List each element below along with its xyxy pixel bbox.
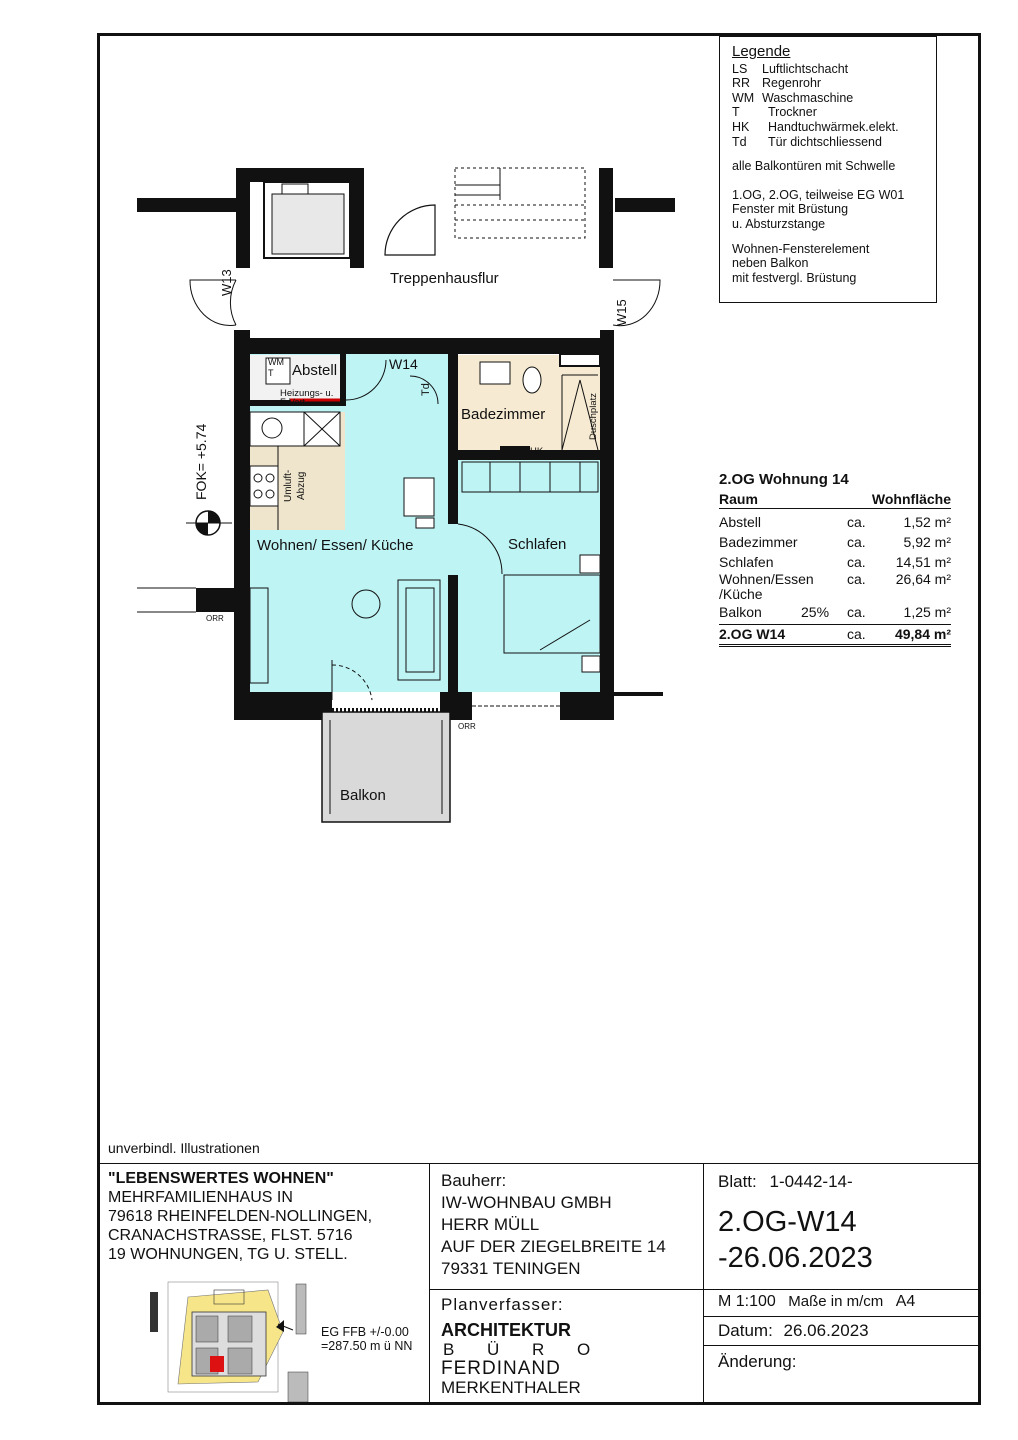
blatt-label: Blatt: (718, 1172, 757, 1191)
table-row: Wohnen/Essen ca. 26,64 m² (719, 571, 951, 587)
blatt-number: 1-0442-14- (769, 1172, 853, 1191)
label-abstell: Abstell (292, 362, 338, 379)
architect-line: B Ü R O (443, 1340, 605, 1359)
bauherr-box (429, 1163, 704, 1290)
legend-row: RR Regenrohr (732, 76, 822, 91)
legend-note-fenster: 1.OG, 2.OG, teilweise EG W01 Fenster mit Brüstung u. Absturzstange (732, 187, 905, 231)
project-line: CRANACHSTRASSE, FLST. 5716 (108, 1227, 353, 1244)
bauherr-line: IW-WOHNBAU GMBH (441, 1193, 612, 1212)
scale: M 1:100 (718, 1293, 776, 1310)
label-w14: W14 (389, 356, 418, 372)
legend-note-wohnen: Wohnen-Fensterelement neben Balkon mit festvergl. Brüstung (732, 241, 870, 285)
label-w13: W13 (219, 269, 234, 296)
date-box (703, 1316, 981, 1346)
label-hk: HK (530, 446, 544, 457)
label-orr: ORR (458, 722, 476, 731)
area-table (719, 471, 951, 647)
legend-row: WM Waschmaschine (732, 90, 854, 105)
table-row: Schlafen ca. 14,51 m² (719, 554, 951, 570)
eg-ffb-value: =287.50 m ü NN (321, 1339, 413, 1353)
paper-format: A4 (895, 1293, 916, 1310)
sheet-box (703, 1163, 981, 1290)
table-row: Balkon 25% ca. 1,25 m² (719, 604, 951, 620)
bauherr-line: HERR MÜLL (441, 1215, 540, 1234)
project-line: 79618 RHEINFELDEN-NOLLINGEN, (108, 1208, 373, 1225)
legend-row: LS Luftlichtschacht (732, 61, 849, 76)
bauherr-line: AUF DER ZIEGELBREITE 14 (441, 1237, 666, 1256)
label-orr: ORR (206, 614, 224, 623)
area-total-row: 2.OG W14 ca. 49,84 m² (719, 624, 951, 647)
project-line: 19 WOHNUNGEN, TG U. STELL. (108, 1246, 348, 1263)
project-name: "LEBENSWERTES WOHNEN" (108, 1170, 334, 1187)
project-box (97, 1163, 430, 1405)
label-fok: FOK= +5.74 (193, 423, 209, 500)
legend-row: Td Tür dichtschliessend (732, 134, 882, 149)
eg-ffb-label: EG FFB +/-0.00 (321, 1325, 409, 1339)
label-wohnen: Wohnen/ Essen/ Küche (257, 537, 414, 554)
bauherr-line: 79331 TENINGEN (441, 1259, 581, 1278)
label-evert: E-Vert. (280, 397, 308, 407)
planverfasser-label: Planverfasser: (441, 1295, 564, 1314)
table-row: /Küche (719, 586, 763, 602)
label-duschplatz: Duschplatz (588, 393, 599, 440)
illustration-note: unverbindl. Illustrationen (108, 1140, 260, 1156)
label-t: T (268, 368, 274, 378)
label-w15: W15 (614, 299, 629, 326)
table-row: Badezimmer ca. 5,92 m² (719, 534, 951, 550)
label-abzug: Abzug (296, 471, 307, 500)
legend-title: Legende (732, 43, 791, 60)
area-table-title: 2.OG Wohnung 14 (719, 471, 849, 488)
label-heizung: Heizungs- u. (280, 388, 334, 399)
site-plan-thumbnail (148, 1272, 318, 1402)
legend-note-balkon: alle Balkontüren mit Schwelle (732, 159, 896, 174)
label-wm: WM (268, 357, 284, 367)
label-treppenhausflur: Treppenhausflur (390, 270, 499, 287)
planverfasser-box (429, 1289, 704, 1405)
label-td: Td (420, 383, 432, 396)
change-box (703, 1345, 981, 1405)
aenderung-label: Änderung: (718, 1352, 797, 1371)
label-schlafen: Schlafen (508, 536, 567, 553)
sheet-title: 2.OG-W14 (718, 1206, 857, 1238)
label-balkon: Balkon (340, 787, 386, 804)
units: Maße in m/cm (788, 1293, 884, 1310)
project-line: MEHRFAMILIENHAUS IN (108, 1189, 293, 1206)
architect-line: MERKENTHALER (441, 1378, 581, 1397)
label-badezimmer: Badezimmer (461, 406, 546, 423)
label-umluft: Umluft- (283, 469, 294, 502)
datum-label: Datum: (718, 1321, 773, 1340)
datum-value: 26.06.2023 (783, 1321, 869, 1340)
architect-line: ARCHITEKTUR (441, 1320, 571, 1340)
area-table-header: Raum Wohnfläche (719, 491, 951, 507)
sheet-date: -26.06.2023 (718, 1242, 873, 1274)
table-row: Abstell ca. 1,52 m² (719, 514, 951, 530)
legend-row: HK Handtuchwärmek.elekt. (732, 119, 899, 134)
architect-line: FERDINAND (441, 1358, 561, 1379)
legend-row: T Trockner (732, 105, 817, 120)
scale-box (703, 1289, 981, 1317)
bauherr-label: Bauherr: (441, 1171, 507, 1190)
